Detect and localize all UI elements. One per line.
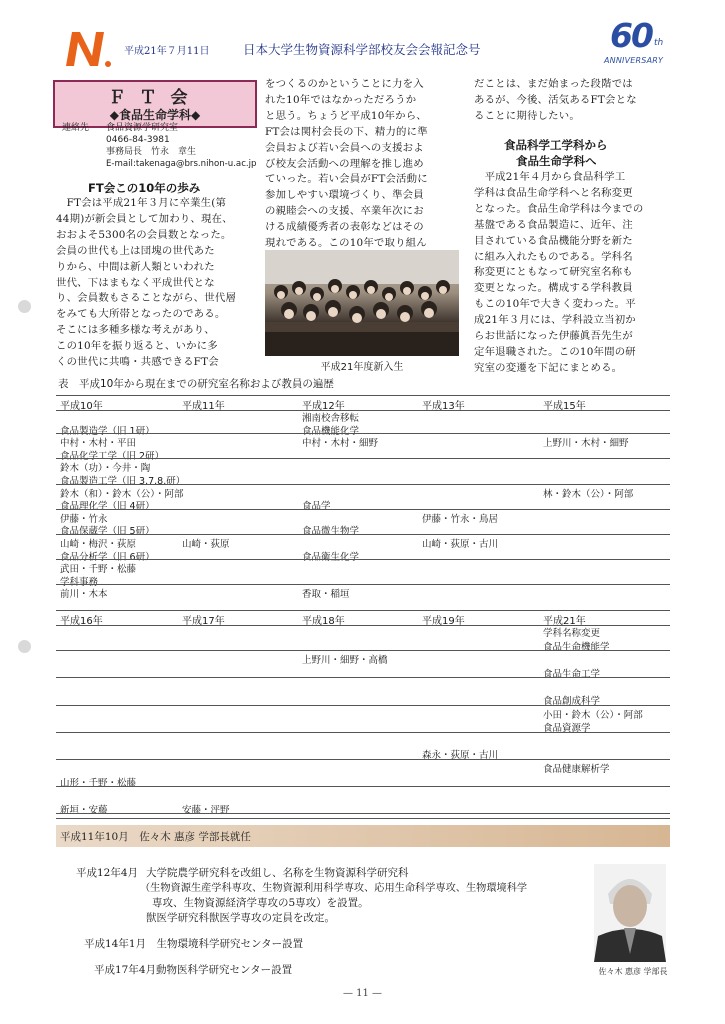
table-cell: 食品学 (302, 501, 331, 513)
article-line: り、会員数もさることながら、世代層 (56, 292, 237, 305)
table-cell: 食品保蔵学（旧 5研） (60, 526, 155, 538)
article-line: 究室の変遷を下記にまとめる。 (474, 361, 623, 374)
table-cell: 食品生命機能学 (543, 641, 610, 653)
article-line: この10年を振り返ると、いかに多 (56, 340, 218, 353)
anniversary-logo (604, 16, 670, 74)
dean-portrait-image (594, 864, 666, 962)
table-cell: 中村・木村・平田 (60, 438, 137, 450)
portrait-caption: 佐々木 惠彦 学部長 (598, 967, 668, 976)
table-cell: 食品資源学 (543, 723, 591, 735)
table-cell: 上野川・木村・細野 (543, 438, 629, 450)
article-line: 平成21年４月から食品科学工 (474, 171, 626, 183)
article-column-3-bottom (474, 170, 674, 377)
punch-hole-icon (18, 300, 31, 313)
history-event-2: 平成14年1月 生物環境科学研究センター設置 (84, 938, 304, 950)
article-line: となった。食品生命学科は今までの (474, 202, 644, 215)
table-cell: 食品創成科学 (543, 696, 601, 707)
table-cell: 林・鈴木（公）・阿部 (543, 488, 634, 500)
table-cell: 学科名称変更 (543, 628, 601, 639)
article-line: び校友会活動への理解を推し進め (265, 157, 424, 170)
article-line: そこには多種多様な考えがあり、 (56, 324, 215, 337)
table-top-rule (56, 395, 670, 396)
contact-label: 連絡先 (62, 123, 90, 133)
table-cell: 食品分析学（旧 6研） (60, 551, 155, 563)
table-cell: 前川・木本 (60, 589, 108, 601)
table-cell: 安藤・泙野 (182, 804, 230, 816)
article-line: に組み入れたものである。学科名 (474, 250, 633, 263)
article-line: FT会は平成21年３月に卒業生(第 (56, 197, 227, 209)
table-header-cell: 平成16年 (60, 616, 103, 627)
contact-lab: 食品資源学研究室 (106, 123, 179, 133)
page-number: — 11 — (342, 988, 383, 999)
table-header-cell: 平成18年 (302, 616, 345, 627)
logo-n-icon (62, 26, 114, 70)
table-header-cell: 平成21年 (543, 616, 586, 627)
table-row-rule (56, 509, 670, 510)
article-line: をみても大所帯となったのである。 (56, 308, 226, 321)
table-cell: 小田・鈴木（公）・阿部 (543, 709, 643, 721)
contact-role: 事務局長 竹永 章生 (106, 147, 197, 157)
table-cell: 食品製造学（旧 1研） (60, 425, 155, 437)
table-cell: 山崎・梅沢・荻原 (60, 539, 137, 550)
article-line: と思う。ちょうど平成10年から、 (265, 109, 427, 122)
article-heading: FT会この10年の歩み (88, 181, 201, 195)
table-row-rule (56, 650, 670, 651)
table-header-cell: 平成13年 (422, 401, 465, 412)
table-cell: 山崎・荻原・古川 (422, 539, 499, 550)
article-line: ける成績優秀者の表彰などはその (265, 221, 424, 234)
table-header-cell: 平成15年 (543, 401, 586, 412)
table-cell: 鈴木（功）・今井・陶 (60, 463, 151, 475)
article-line: おおよそ5300名の会員数となった。 (56, 228, 232, 241)
table-cell: 山崎・荻原 (182, 539, 230, 550)
ft-subtitle: ◆食品生命学科◆ (109, 108, 201, 122)
history-event-1-date: 平成12年4月 (76, 867, 139, 879)
article-line: もこの10年で大きく変わった。平 (474, 298, 636, 311)
history-event-1-line1: 大学院農学研究科を改組し、名称を生物資源科学研究科 (146, 867, 409, 879)
table-row-rule (56, 732, 670, 733)
article-line: だことは、まだ始まった段階では (474, 78, 633, 90)
table-row-rule (56, 433, 670, 434)
article-line: くの世代に共鳴・共感できるFT会 (56, 356, 219, 369)
table-cell: 学科事務 (60, 576, 99, 588)
dean-portrait (594, 864, 666, 962)
photo-caption: 平成21年度新入生 (320, 362, 404, 373)
table-row-rule (56, 534, 670, 535)
table-row-rule (56, 705, 670, 706)
table-header-cell: 平成10年 (60, 401, 103, 412)
article-column-3-top (474, 77, 674, 125)
table-row-rule (56, 759, 670, 760)
freshmen-group-image (265, 250, 459, 356)
article-line: をつくるのかということに力を入 (265, 78, 424, 90)
table-header-cell: 平成11年 (182, 401, 225, 412)
table-cell: 食品化学工学（旧 2研） (60, 450, 165, 462)
article-line: 現れである。この10年で取り組ん (265, 237, 427, 250)
article-line: れた10年ではなかっただろうか (265, 93, 417, 106)
table-cell: 鈴木（和）・鈴木（公）・阿部 (60, 488, 184, 500)
table-row-rule (56, 484, 670, 485)
article-line: 変更となった。構成する学科教員 (474, 282, 633, 295)
table-cell: 食品生命工学 (543, 668, 601, 680)
article-line: 成21年３月には、学科設立当初か (474, 314, 636, 327)
article-line: 称変更にともなって研究室名称も (474, 266, 633, 279)
table-row-rule (56, 584, 670, 585)
article-line: らお世話になった伊藤眞吾先生が (474, 330, 633, 343)
article-line: 基盤である食品製造に、近年、注 (474, 218, 633, 231)
freshmen-photo (265, 250, 459, 356)
issue-date: 平成21年７月11日 (124, 46, 210, 57)
article-line: 目されている食品機能分野を新た (474, 234, 633, 247)
table-cell: 武田・千野・松藤 (60, 564, 137, 576)
subheading-line2: 食品生命学科へ (516, 154, 597, 168)
ft-title-box (53, 80, 257, 128)
table-cell: 湘南校舎移転 (302, 413, 360, 424)
table-bottom-rule (56, 818, 670, 819)
table-cell: 山形・千野・松藤 (60, 777, 137, 789)
table-header-cell: 平成19年 (422, 616, 465, 627)
table-cell: 食品理化学（旧 4研） (60, 501, 155, 513)
table-cell: 食品健康解析学 (543, 764, 610, 775)
table-row-rule (56, 458, 670, 459)
article-line: FT会は関村会長の下、精力的に準 (265, 125, 428, 138)
table-title: 表 平成10年から現在までの研究室名称および教員の遍歴 (58, 378, 334, 390)
article-line: ていった。若い会員がFT会活動に (265, 173, 428, 186)
article-line: 学科は食品生命学科へと名称変更 (474, 186, 633, 199)
history-event-1-line3: 専攻、生物資源経済学専攻の5専攻）を設置。 (152, 897, 369, 909)
table-cell: 香取・稲垣 (302, 589, 350, 601)
article-line: ることに期待したい。 (474, 109, 580, 122)
anniversary-number: 60 (610, 16, 652, 55)
table-cell: 上野川・細野・高橋 (302, 655, 388, 667)
table-cell: 食品機能化学 (302, 425, 360, 437)
article-column-1 (56, 196, 256, 371)
history-band-text: 平成11年10月 佐々木 惠彦 学部長就任 (60, 831, 251, 843)
article-line: りから、中間は新人類といわれた (56, 260, 215, 273)
table-header-cell: 平成12年 (302, 401, 345, 412)
table-cell: 森永・荻原・古川 (422, 750, 499, 762)
history-event-1-line2: （生物資源生産学科専攻、生物資源利用科学専攻、応用生命科学専攻、生物環境科学 (140, 883, 528, 894)
contact-phone: 0466-84-3981 (106, 135, 170, 145)
subheading-line1: 食品科学工学科から (504, 138, 608, 152)
history-event-3: 平成17年4月動物医科学研究センター設置 (94, 964, 293, 976)
history-event-1-line4: 獣医学研究科獣医学専攻の定員を改定。 (146, 912, 335, 924)
table-cell: 中村・木村・細野 (302, 438, 379, 450)
table-cell: 伊藤・竹永 (60, 513, 108, 525)
article-line: あるが、今後、活気あるFT会とな (474, 93, 637, 106)
newsletter-title: 日本大学生物資源科学部校友会会報記念号 (243, 42, 481, 57)
article-line: 参加しやすい環境づくり、準会員 (265, 189, 424, 202)
table-row-rule (56, 786, 670, 787)
table-cell: 食品衛生化学 (302, 551, 360, 563)
table-header-cell: 平成17年 (182, 616, 225, 627)
table-cell: 食品微生物学 (302, 526, 360, 538)
article-line: の親睦会への支援、卒業年次にお (265, 205, 424, 218)
article-line: 44期)が新会員として加わり、現在、 (56, 212, 233, 225)
punch-hole-icon (18, 640, 31, 653)
table-row-rule (56, 559, 670, 560)
article-line: 会員の世代も上は団塊の世代あた (56, 244, 215, 257)
table-cell: 伊藤・竹永・鳥居 (422, 513, 499, 525)
table-row-rule (56, 677, 670, 678)
anniversary-word: ANNIVERSARY (604, 56, 664, 65)
article-line: 定年退職された。この10年間の研 (474, 345, 636, 358)
article-line: 会員および若い会員への支援およ (265, 141, 424, 154)
contact-email: E-mail:takenaga@brs.nihon-u.ac.jp (106, 159, 257, 169)
article-column-2 (265, 77, 465, 252)
table-top-rule (56, 610, 670, 611)
table-header-rule (56, 410, 670, 411)
ft-title: ＦＴ会 (108, 88, 202, 108)
table-row-rule (56, 813, 670, 814)
history-band (56, 825, 670, 847)
table-cell: 新垣・安藤 (60, 804, 108, 816)
table-cell: 食品製造工学（旧 3.7.8.研） (60, 476, 186, 487)
article-line: 世代、下はまもなく平成世代とな (56, 276, 215, 289)
anniversary-suffix: th (654, 38, 664, 48)
